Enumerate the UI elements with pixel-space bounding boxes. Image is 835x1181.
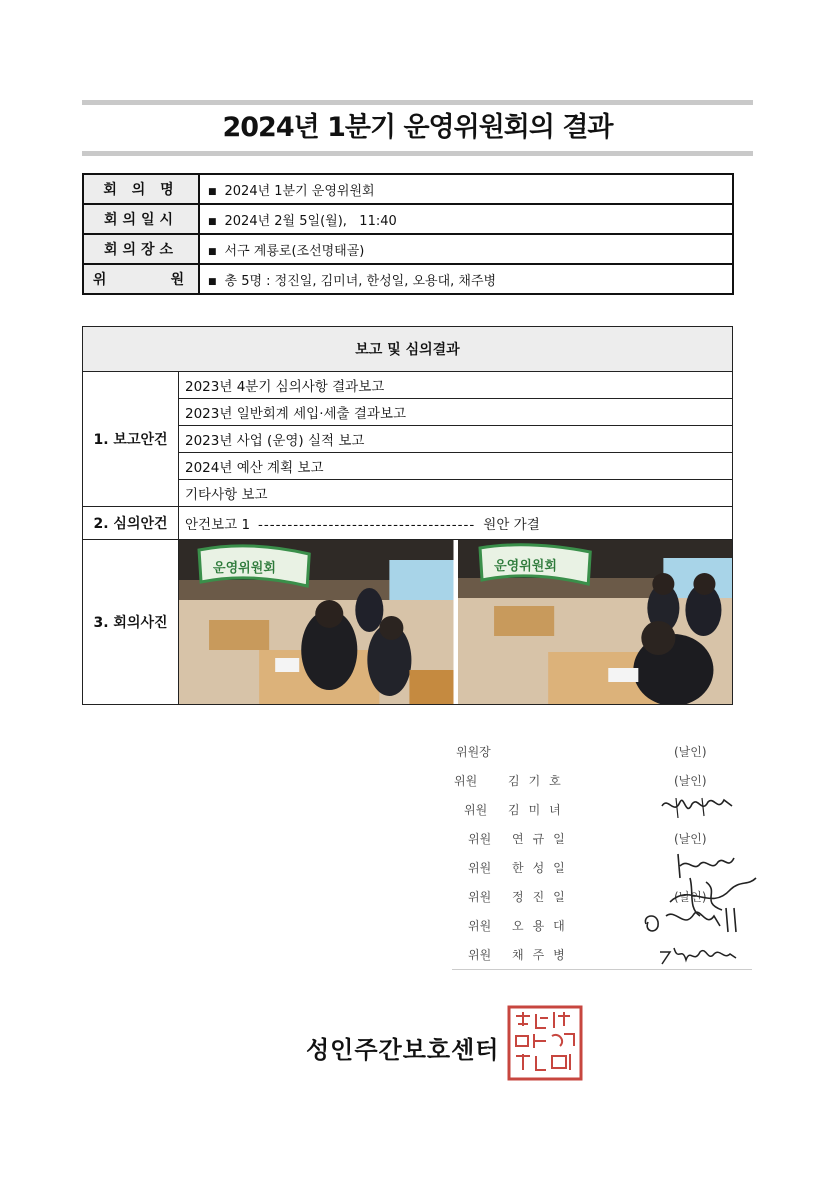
info-value: 2024년 2월 5일(월), 11:40	[224, 213, 397, 229]
stamp-placeholder: (날인)	[674, 745, 707, 759]
banner-text: 운영위원회	[493, 559, 557, 574]
info-value-cell	[199, 264, 733, 294]
member-role: 위원	[454, 774, 478, 788]
stamp-placeholder: (날인)	[674, 832, 707, 846]
results-heading: 보고 및 심의결과	[83, 327, 733, 372]
report-label: 1. 보고안건	[83, 372, 179, 507]
member-role: 위원	[468, 861, 492, 875]
deliberation-item: 안건보고 1	[185, 517, 251, 533]
title-bottom-rule	[82, 151, 753, 156]
deliberation-label: 2. 심의안건	[83, 507, 179, 540]
info-value: 2024년 1분기 운영위원회	[224, 183, 375, 199]
organization-name: 성인주간보호센터	[306, 1036, 500, 1064]
page-title: 2024년 1분기 운영위원회의 결과	[222, 112, 613, 143]
signature-row	[440, 737, 760, 766]
info-row	[83, 234, 733, 264]
banner-text: 운영위원회	[213, 561, 276, 576]
meeting-info-table	[82, 173, 734, 295]
deliberation-result: 원안 가결	[483, 517, 540, 533]
report-item: 2023년 사업 (운영) 실적 보고	[179, 426, 733, 453]
signature-chae-jubyeong	[656, 942, 740, 968]
signature-underline	[452, 969, 752, 970]
signature-oh-yongdae	[640, 900, 746, 940]
info-label: 위 원	[83, 264, 199, 294]
member-name: 한성일	[512, 861, 574, 875]
member-name: 김미녀	[508, 803, 570, 817]
bullet-icon: ■	[208, 246, 217, 257]
report-item: 2024년 예산 계획 보고	[179, 453, 733, 480]
meeting-photo-1	[179, 540, 454, 704]
info-row	[83, 174, 733, 204]
report-item: 기타사항 보고	[179, 480, 733, 507]
member-name: 연규일	[512, 832, 574, 846]
member-name: 오용대	[512, 919, 574, 933]
info-label: 회 의 명	[83, 174, 199, 204]
photo-cell	[179, 540, 733, 705]
info-value-cell	[199, 204, 733, 234]
meeting-photo-2	[458, 540, 733, 704]
info-label: 회의장소	[83, 234, 199, 264]
bullet-icon: ■	[208, 186, 217, 197]
info-value-cell	[199, 174, 733, 204]
info-label: 회의일시	[83, 204, 199, 234]
official-seal-icon	[506, 1004, 584, 1082]
member-role: 위원	[468, 948, 492, 962]
member-role: 위원	[468, 832, 492, 846]
title-block	[82, 100, 753, 156]
stamp-placeholder: (날인)	[674, 890, 707, 904]
signature-kim-minyeo	[658, 792, 738, 822]
info-value: 총 5명 : 정진일, 김미녀, 한성일, 오용대, 채주병	[224, 273, 497, 289]
signature-row	[440, 766, 760, 795]
chair-role: 위원장	[456, 745, 491, 759]
results-table	[82, 326, 733, 705]
deliberation-cell	[179, 507, 733, 540]
stamp-placeholder: (날인)	[674, 774, 707, 788]
info-value-cell	[199, 234, 733, 264]
member-role: 위원	[468, 890, 492, 904]
member-role: 위원	[468, 919, 492, 933]
info-row	[83, 264, 733, 294]
report-item: 2023년 4분기 심의사항 결과보고	[179, 372, 733, 399]
member-name: 정진일	[512, 890, 574, 904]
info-row	[83, 204, 733, 234]
bullet-icon: ■	[208, 216, 217, 227]
info-value: 서구 계룡로(조선명태골)	[224, 243, 365, 259]
dash-leader: -------------------------------------	[258, 517, 476, 533]
member-role: 위원	[464, 803, 488, 817]
bullet-icon: ■	[208, 276, 217, 287]
member-name: 김기호	[508, 774, 570, 788]
report-item: 2023년 일반회계 세입·세출 결과보고	[179, 399, 733, 426]
photo-label: 3. 회의사진	[83, 540, 179, 705]
member-name: 채주병	[512, 948, 574, 962]
signature-row	[440, 824, 760, 853]
meeting-photos	[179, 540, 732, 704]
